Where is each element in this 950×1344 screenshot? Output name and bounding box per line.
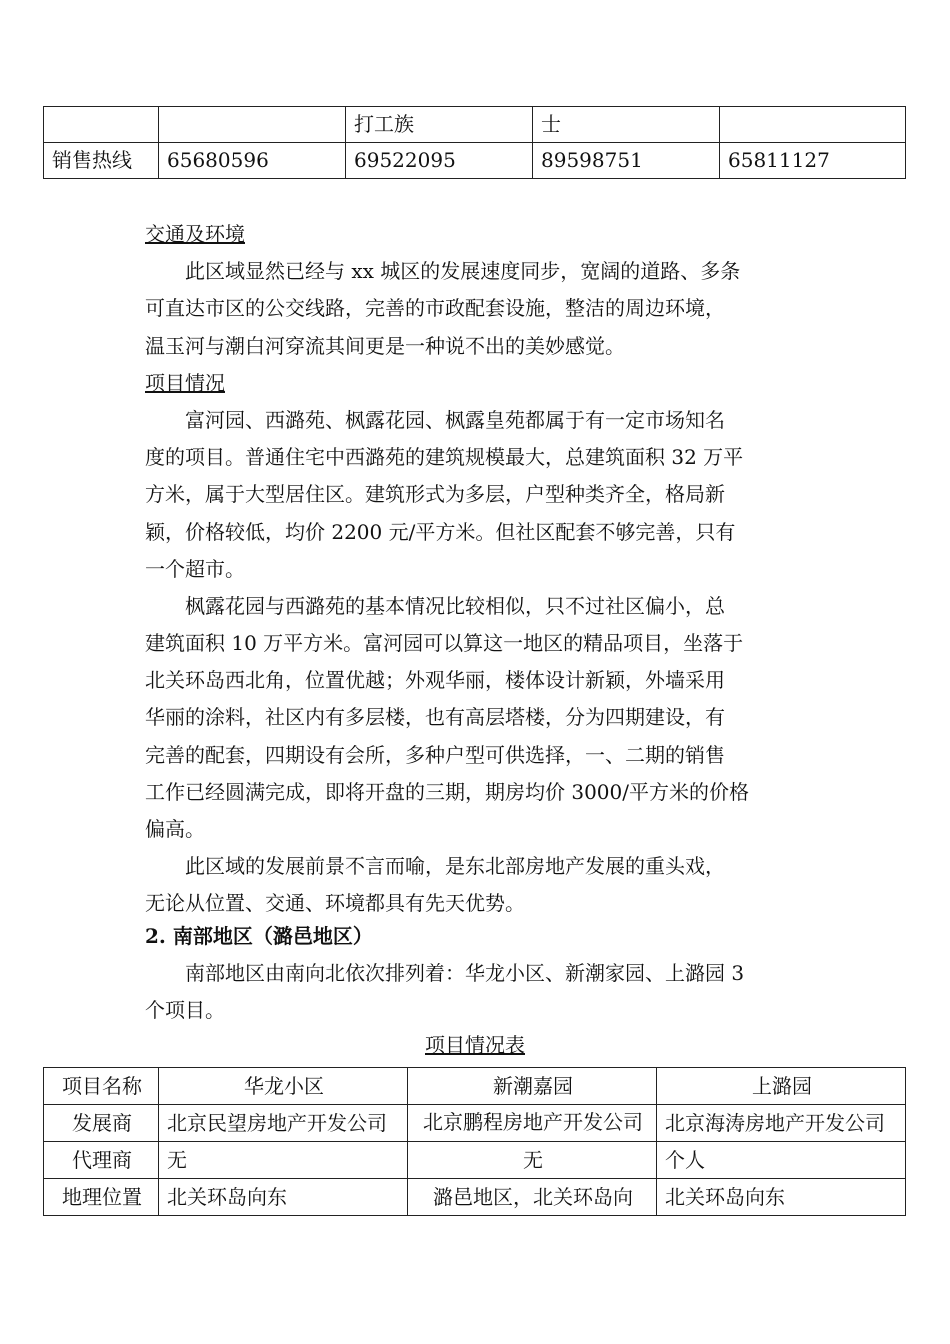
paragraph-line: 完善的配套，四期设有会所，多种户型可供选择，一、二期的销售 <box>145 742 725 767</box>
table-row <box>44 1105 906 1142</box>
table-cell: 北京海涛房地产开发公司 <box>657 1105 906 1142</box>
table-cell: 项目名称 <box>44 1068 159 1105</box>
table-cell: 华龙小区 <box>159 1068 408 1105</box>
paragraph-line: 北关环岛西北角，位置优越；外观华丽，楼体设计新颖，外墙采用 <box>145 668 725 693</box>
table-cell: 上潞园 <box>657 1068 906 1105</box>
paragraph-line: 个项目。 <box>145 998 225 1023</box>
table-cell: 新潮嘉园 <box>408 1068 657 1105</box>
table-cell <box>159 107 346 143</box>
table-cell: 潞邑地区，北关环岛向 <box>408 1179 657 1216</box>
paragraph-line: 可直达市区的公交线路，完善的市政配套设施，整洁的周边环境， <box>145 296 725 321</box>
table-cell: 北京鹏程房地产开发公司 <box>408 1105 657 1142</box>
table-cell: 北关环岛向东 <box>657 1179 906 1216</box>
table-cell <box>720 107 906 143</box>
table-cell: 打工族 <box>346 107 533 143</box>
paragraph-line: 此区域的发展前景不言而喻，是东北部房地产发展的重头戏， <box>185 854 725 879</box>
section-heading: 2. 南部地区（潞邑地区） <box>145 924 373 948</box>
table-cell <box>44 107 159 143</box>
paragraph-line: 度的项目。普通住宅中西潞苑的建筑规模最大，总建筑面积 32 万平 <box>145 445 744 470</box>
paragraph-line: 一个超市。 <box>145 556 245 581</box>
project-heading: 项目情况 <box>145 370 225 395</box>
table-title: 项目情况表 <box>425 1033 525 1057</box>
project-table <box>43 1067 906 1216</box>
transport-heading: 交通及环境 <box>145 222 245 246</box>
paragraph-line: 此区域显然已经与 xx 城区的发展速度同步，宽阔的道路、多条 <box>185 259 741 284</box>
table-cell: 个人 <box>657 1142 906 1179</box>
section-intro <box>145 955 810 1029</box>
paragraph-line: 偏高。 <box>145 817 205 841</box>
paragraph-line: 南部地区由南向北依次排列着：华龙小区、新潮家园、上潞园 3 <box>185 961 745 985</box>
paragraph-line: 富河园、西潞苑、枫露花园、枫露皇苑都属于有一定市场知名 <box>185 407 725 432</box>
table-cell: 地理位置 <box>44 1179 159 1216</box>
table-cell: 销售热线 <box>44 143 159 179</box>
table-cell: 士 <box>533 107 720 143</box>
table-row <box>44 107 906 143</box>
table-header-row <box>44 1068 906 1105</box>
body-text <box>145 216 810 923</box>
paragraph-line: 颖，价格较低，均价 2200 元/平方米。但社区配套不够完善，只有 <box>145 519 736 544</box>
table-row <box>44 1179 906 1216</box>
table-cell: 代理商 <box>44 1142 159 1179</box>
table-cell: 65811127 <box>720 143 906 179</box>
paragraph-line: 华丽的涂料，社区内有多层楼，也有高层塔楼，分为四期建设，有 <box>145 705 725 730</box>
paragraph-line: 无论从位置、交通、环境都具有先天优势。 <box>145 891 525 916</box>
table-cell: 无 <box>408 1142 657 1179</box>
table-cell: 69522095 <box>346 143 533 179</box>
table-cell: 发展商 <box>44 1105 159 1142</box>
table-row <box>44 143 906 179</box>
table-cell: 89598751 <box>533 143 720 179</box>
sales-table-fragment <box>43 106 906 179</box>
paragraph-line: 工作已经圆满完成，即将开盘的三期，期房均价 3000/平方米的价格 <box>145 779 749 804</box>
paragraph-line: 建筑面积 10 万平方米。富河园可以算这一地区的精品项目，坐落于 <box>145 631 744 656</box>
table-cell: 无 <box>159 1142 408 1179</box>
table-cell: 65680596 <box>159 143 346 179</box>
paragraph-line: 枫露花园与西潞苑的基本情况比较相似，只不过社区偏小，总 <box>185 593 725 618</box>
table-cell: 北京民望房地产开发公司 <box>159 1105 408 1142</box>
table-cell: 北关环岛向东 <box>159 1179 408 1216</box>
paragraph-line: 方米，属于大型居住区。建筑形式为多层，户型种类齐全，格局新 <box>145 482 725 507</box>
table-row <box>44 1142 906 1179</box>
paragraph-line: 温玉河与潮白河穿流其间更是一种说不出的美妙感觉。 <box>145 333 625 358</box>
